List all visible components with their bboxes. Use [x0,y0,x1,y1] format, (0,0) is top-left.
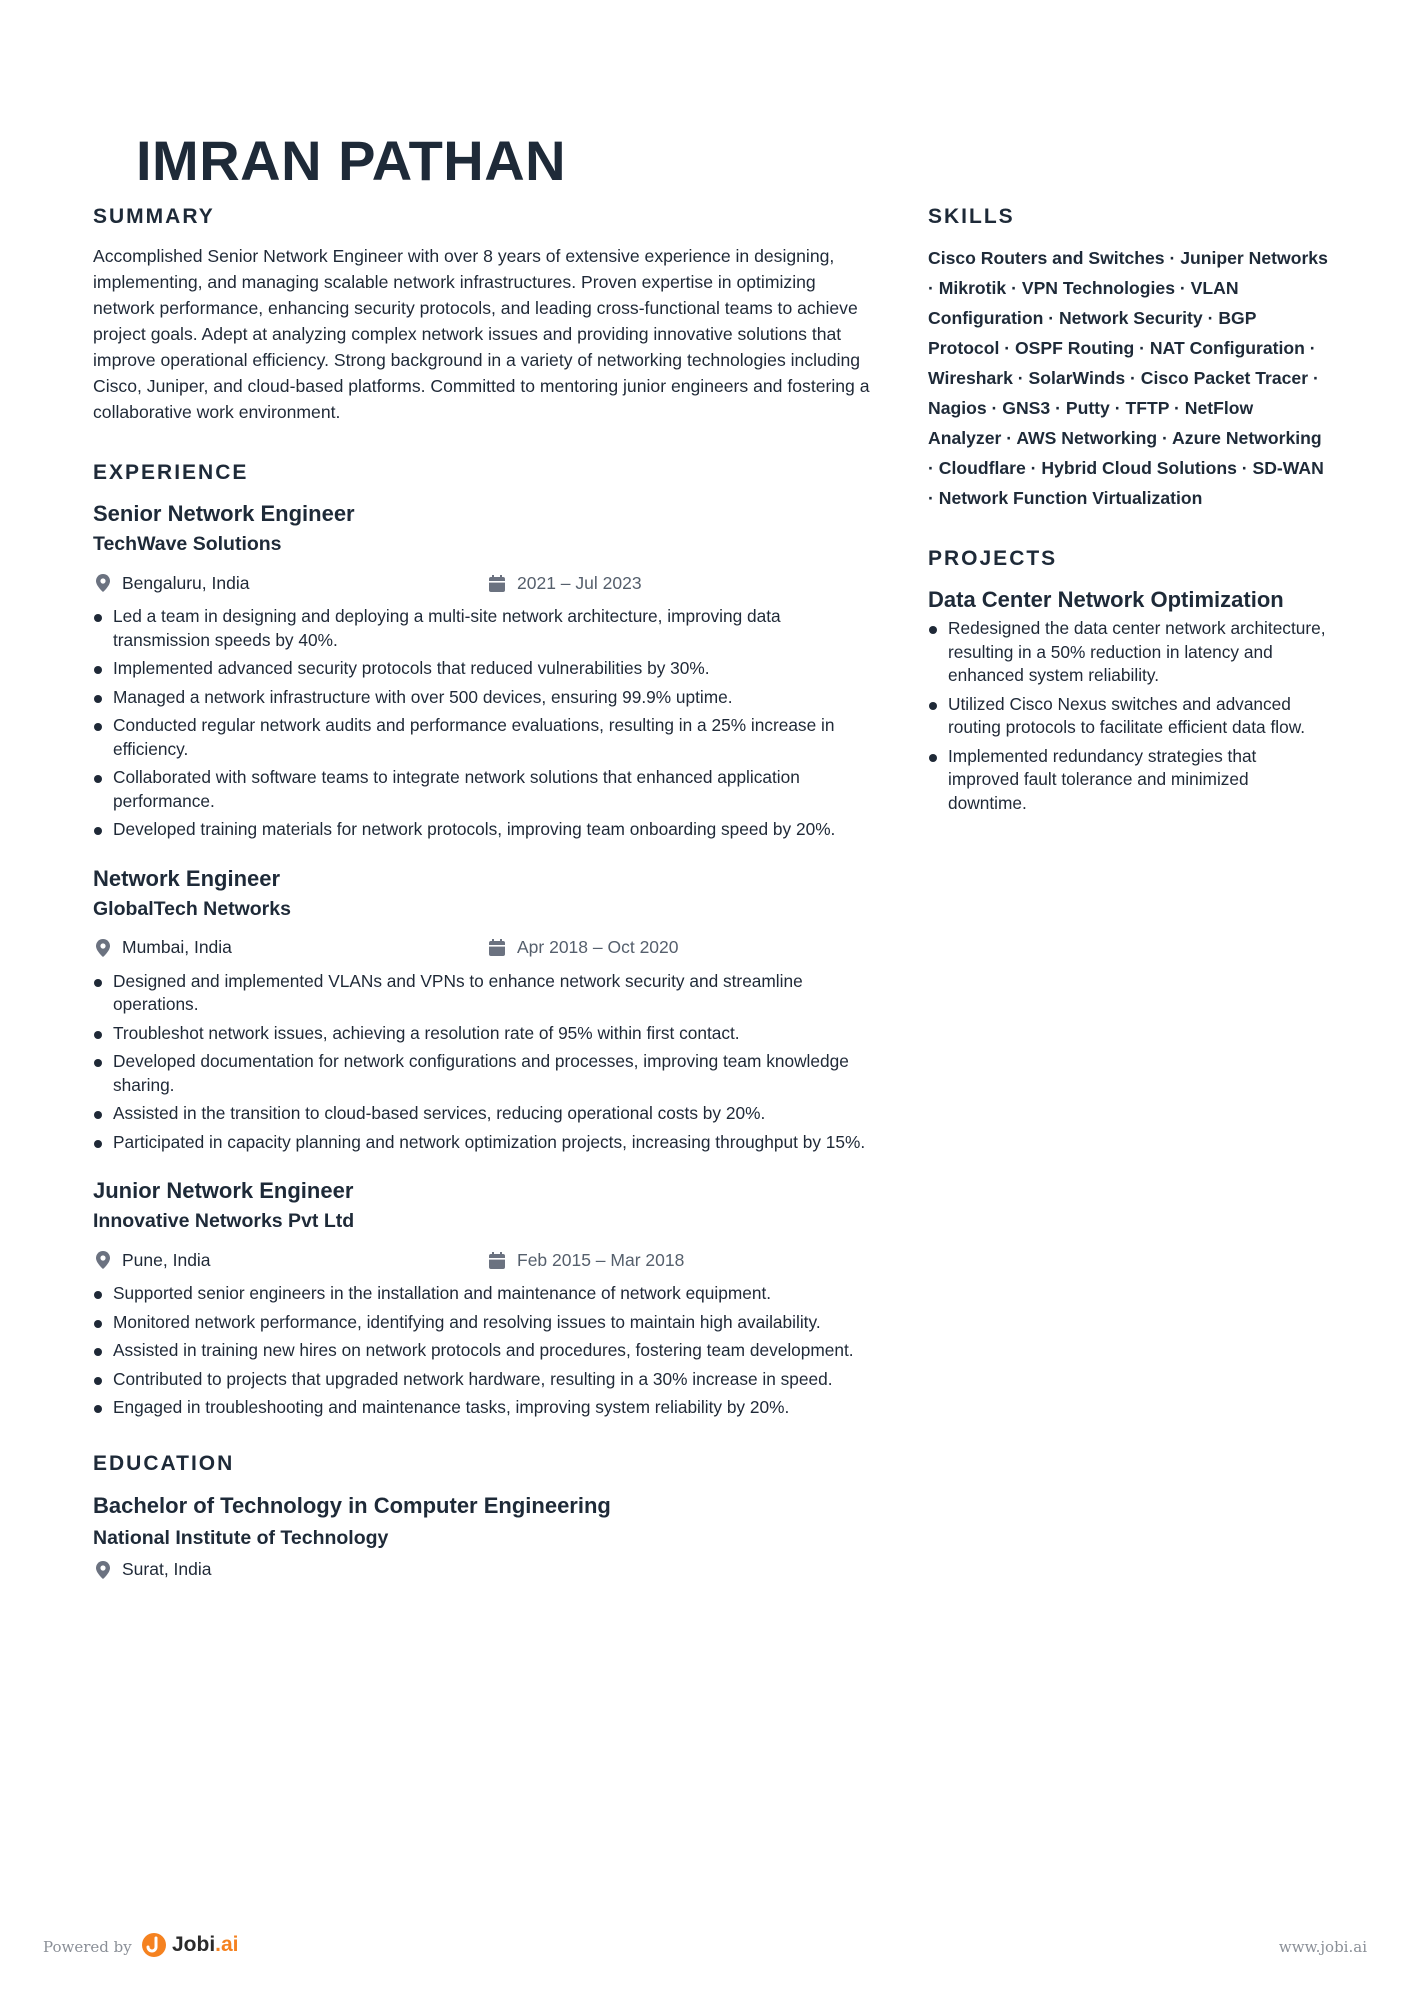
location-pin-icon [96,939,110,957]
education-section [93,1452,873,1584]
powered-by-text: Powered by [43,1938,132,1956]
job-title: Junior Network Engineer [93,1178,354,1203]
list-item: Monitored network performance, identifying and resolving issues to maintain high availability. [93,1311,873,1335]
education-heading: EDUCATION [93,1451,235,1475]
right-column [928,205,1328,820]
date-text: Apr 2018 – Oct 2020 [517,937,679,957]
location-pin-icon [96,574,110,592]
calendar-icon [489,939,505,956]
list-item: Assisted in training new hires on network protocols and procedures, fostering team development. [93,1339,873,1363]
company-name: TechWave Solutions [93,533,282,555]
list-item: Developed documentation for network configurations and processes, improving team knowledge sharing. [93,1050,873,1097]
list-item: Assisted in the transition to cloud-based services, reducing operational costs by 20%. [93,1102,873,1126]
skills-list: Cisco Routers and Switches · Juniper Networks · Mikrotik · VPN Technologies · VLAN Configuration · Network Security · BGP Protocol · OSPF Routing · NAT Configuration · Wireshark · SolarWinds · Cisco Packet Tracer · Nagios · GNS3 · Putty · TFTP · NetFlow Analyzer · AWS Networking · Azure Networking · Cloudflare · Hybrid Cloud Solutions · SD-WAN · Network Function Virtualization [928,248,1328,508]
experience-section [93,461,873,1420]
list-item: Conducted regular network audits and performance evaluations, resulting in a 25% increase in efficiency. [93,714,873,761]
job-location [93,573,489,594]
list-item: Collaborated with software teams to integrate network solutions that enhanced application performance. [93,766,873,813]
list-item: Redesigned the data center network architecture, resulting in a 50% reduction in latency and enhanced system reliability. [928,617,1328,688]
date-text: Feb 2015 – Mar 2018 [517,1249,685,1270]
calendar-icon [489,575,505,592]
list-item: Engaged in troubleshooting and maintenance tasks, improving system reliability by 20%. [93,1396,873,1420]
left-column [93,205,873,1592]
list-item: Contributed to projects that upgraded network hardware, resulting in a 30% increase in speed. [93,1368,873,1392]
job-entry [93,864,873,1155]
list-item: Supported senior engineers in the installation and maintenance of network equipment. [93,1282,873,1306]
job-bullets [93,970,873,1155]
company-name: Innovative Networks Pvt Ltd [93,1210,355,1232]
jobi-logo-icon [141,1932,167,1958]
job-meta [93,569,873,597]
education-location [93,1559,489,1580]
experience-heading: EXPERIENCE [93,461,249,484]
job-bullets [93,605,873,842]
project-bullets [928,617,1328,815]
project-title: Data Center Network Optimization [928,587,1284,612]
job-entry [93,1176,873,1420]
brand-logo-link[interactable] [141,1932,239,1958]
website-link[interactable]: www.jobi.ai [1278,1938,1367,1956]
job-dates [489,573,642,594]
location-text: Bengaluru, India [122,572,250,593]
page-footer [0,1930,1411,1964]
company-name: GlobalTech Networks [93,897,291,920]
location-pin-icon [96,1561,110,1579]
list-item: Troubleshot network issues, achieving a resolution rate of 95% within first contact. [93,1022,873,1046]
education-meta [93,1556,873,1584]
location-text: Surat, India [122,1559,212,1579]
job-location [93,937,489,958]
date-text: 2021 – Jul 2023 [517,572,642,593]
brand-name [172,1933,239,1957]
list-item: Utilized Cisco Nexus switches and advanced routing protocols to facilitate efficient data flow. [928,693,1328,740]
school-name: National Institute of Technology [93,1526,389,1549]
summary-heading: SUMMARY [93,205,215,228]
summary-section [93,205,873,425]
skills-heading: SKILLS [928,205,1015,228]
brand-name-accent: .ai [215,1933,239,1956]
list-item: Designed and implemented VLANs and VPNs to enhance network security and streamline operations. [93,970,873,1017]
list-item: Managed a network infrastructure with over 500 devices, ensuring 99.9% uptime. [93,686,873,710]
job-title: Senior Network Engineer [93,501,355,526]
list-item: Led a team in designing and deploying a multi-site network architecture, improving data transmission speeds by 40%. [93,605,873,652]
job-dates [489,1250,684,1271]
list-item: Developed training materials for network protocols, improving team onboarding speed by 20%. [93,818,873,842]
job-dates [489,937,679,958]
list-item: Participated in capacity planning and network optimization projects, increasing throughput by 15%. [93,1131,873,1155]
job-title: Network Engineer [93,865,281,891]
location-pin-icon [96,1251,110,1269]
job-entry [93,499,873,842]
calendar-icon [489,1252,505,1269]
list-item: Implemented redundancy strategies that improved fault tolerance and minimized downtime. [928,745,1328,816]
job-meta [93,1246,873,1274]
location-text: Pune, India [122,1249,211,1270]
candidate-name: IMRAN PATHAN [136,129,567,192]
projects-section [928,547,1328,815]
location-text: Mumbai, India [122,937,232,957]
job-bullets [93,1282,873,1420]
job-location [93,1250,489,1271]
degree-title: Bachelor of Technology in Computer Engineering [93,1492,611,1518]
summary-text: Accomplished Senior Network Engineer with over 8 years of extensive experience in designing, implementing, and managing scalable network infrastructures. Proven expertise in optimizing network performance, enhancing security protocols, and leading cross-functional teams to achieve project goals. Adept at analyzing complex network issues and providing innovative solutions that improve operational efficiency. Strong background in a variety of networking technologies including Cisco, Juniper, and cloud-based platforms. Committed to mentoring junior engineers and fostering a collaborative work environment. [93,246,870,422]
job-meta [93,934,873,962]
brand-name-main: Jobi [172,1933,216,1956]
list-item: Implemented advanced security protocols that reduced vulnerabilities by 30%. [93,657,873,681]
projects-heading: PROJECTS [928,547,1058,570]
skills-section [928,205,1328,513]
